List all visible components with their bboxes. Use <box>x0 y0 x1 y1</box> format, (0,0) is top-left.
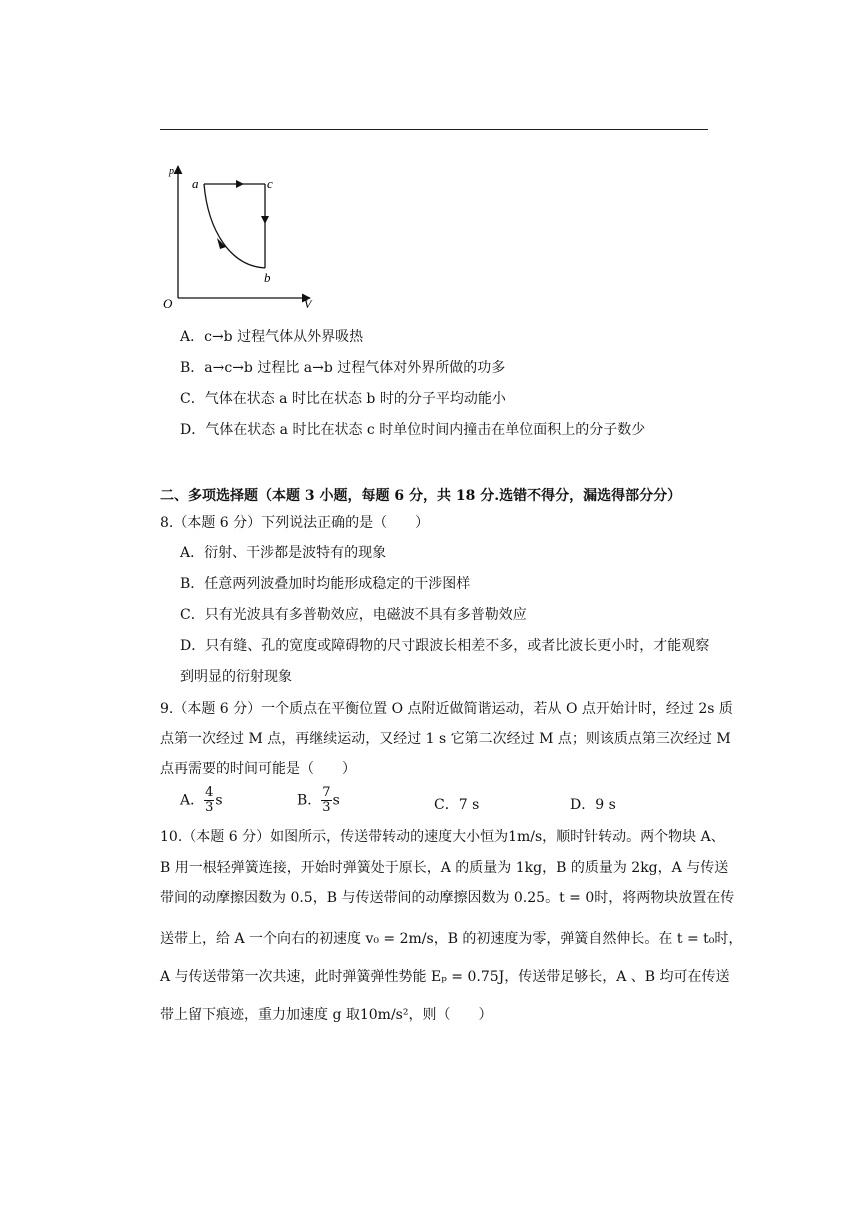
q10-stem-line-4: 送带上，给 A 一个向右的初速度 v₀ = 2m/s，B 的初速度为零，弹簧自然伸长。在 t = t₀时， <box>160 931 743 947</box>
q8-option-a[interactable]: A．衍射、干涉都是波特有的现象 <box>180 545 387 561</box>
q8-option-d-continued: 到明显的衍射现象 <box>180 669 292 685</box>
section-2-title: 二、多项选择题（本题 3 小题，每题 6 分，共 18 分.选错不得分，漏选得部分分） <box>160 488 682 504</box>
q9-option-a[interactable]: A． $\frac{4}{3}$ s <box>180 785 223 815</box>
q10-stem-line-1: 10.（本题 6 分）如图所示，传送带转动的速度大小恒为1m/s，顺时针转动。两个物块 A、 <box>160 829 725 845</box>
q7-option-c[interactable]: C．气体在状态 a 时比在状态 b 时的分子平均动能小 <box>180 391 506 407</box>
q9-stem-line-1: 9.（本题 6 分）一个质点在平衡位置 O 点附近做简谐运动，若从 O 点开始计时，经过 2s 质 <box>160 701 733 717</box>
q9-stem-line-2: 点第一次经过 M 点，再继续运动，又经过 1 s 它第二次经过 M 点；则该质点第三次经过 M <box>160 731 731 747</box>
q7-option-a[interactable]: A．c→b 过程气体从外界吸热 <box>180 329 364 345</box>
q10-stem-line-6: 带上留下痕迹，重力加速度 g 取10m/s²，则（ ） <box>160 1007 493 1023</box>
q10-stem-line-2: B 用一根轻弹簧连接，开始时弹簧处于原长，A 的质量为 1kg，B 的质量为 2kg，A 与传送 <box>160 860 729 876</box>
q7-option-b[interactable]: B．a→c→b 过程比 a→b 过程气体对外界所做的功多 <box>180 360 506 376</box>
q10-stem-line-3: 带间的动摩擦因数为 0.5，B 与传送带间的动摩擦因数为 0.25。t = 0时，将两物块放置在传 <box>160 890 735 906</box>
q10-stem-line-5: A 与传送带第一次共速，此时弹簧弹性势能 Eₚ = 0.75J，传送带足够长，A 、B 均可在传送 <box>160 969 730 985</box>
q9-stem-line-3: 点再需要的时间可能是（ ） <box>160 761 356 777</box>
q7-option-d[interactable]: D．气体在状态 a 时比在状态 c 时单位时间内撞击在单位面积上的分子数少 <box>180 422 646 438</box>
origin-label: O <box>163 296 173 310</box>
path-a-to-b <box>204 184 265 268</box>
header-rule <box>160 129 708 130</box>
pv-diagram <box>160 160 320 310</box>
point-c-label: c <box>267 176 273 191</box>
q9-option-b[interactable]: B． $\frac{7}{3}$ s <box>297 785 340 815</box>
q8-option-c[interactable]: C．只有光波具有多普勒效应，电磁波不具有多普勒效应 <box>180 607 527 623</box>
axis-p-label: p <box>169 166 174 177</box>
arrow-down-icon <box>261 216 269 224</box>
q9-option-d[interactable]: D．9 s <box>570 797 616 813</box>
q9-option-c[interactable]: C．7 s <box>434 797 480 813</box>
fraction: $\frac{4}{3}$ <box>205 785 214 815</box>
point-a-label: a <box>192 176 199 191</box>
arrow-right-icon <box>236 180 244 188</box>
q8-stem: 8.（本题 6 分）下列说法正确的是（ ） <box>160 515 430 531</box>
fraction: $\frac{7}{3}$ <box>322 785 331 815</box>
q8-option-b[interactable]: B．任意两列波叠加时均能形成稳定的干涉图样 <box>180 576 471 592</box>
q8-option-d[interactable]: D．只有缝、孔的宽度或障碍物的尺寸跟波长相差不多，或者比波长更小时，才能观察 <box>180 638 710 654</box>
axis-v-label: V <box>304 297 312 310</box>
point-b-label: b <box>264 270 271 285</box>
